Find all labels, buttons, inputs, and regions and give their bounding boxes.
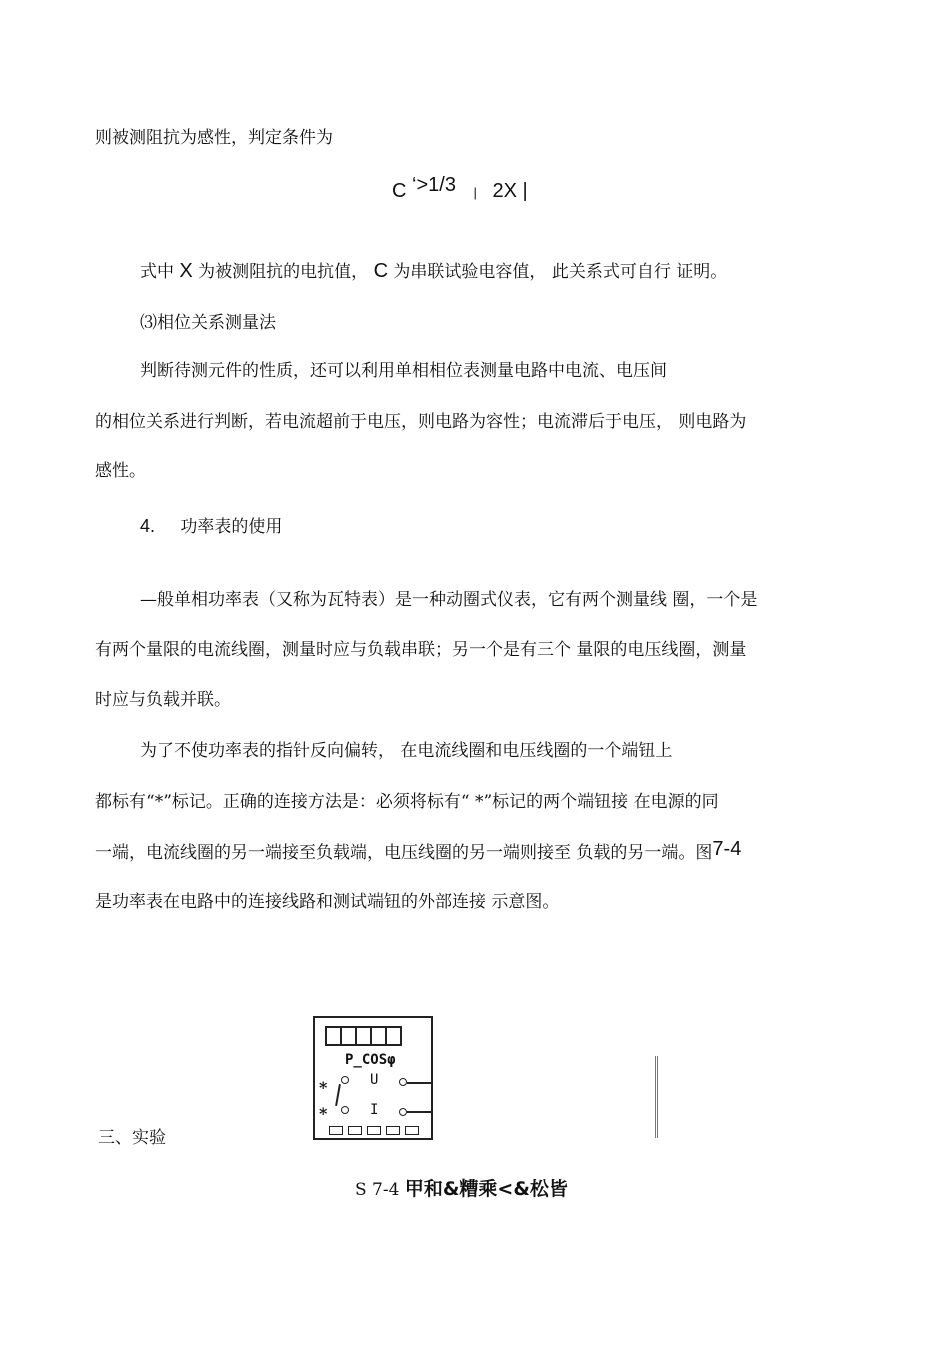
p2-b: 为被测阻抗的电抗值， [198, 262, 369, 282]
paragraph-1: 则被测阻抗为感性，判定条件为 [95, 128, 333, 148]
formula [392, 174, 528, 204]
lead-i [407, 1111, 431, 1113]
formula-c: C [392, 180, 407, 202]
heading-phase-method: ⑶相位关系测量法 [140, 313, 276, 333]
meter-display [325, 1026, 400, 1046]
formula-relation: ‘>1/3 [412, 174, 456, 196]
heading-title: 功率表的使用 [180, 517, 283, 537]
paragraph-5-line-3 [95, 838, 742, 864]
paragraph-4-line-3: 时应与负载并联。 [95, 690, 231, 710]
p2-d: 为串联试验电容值， 此关系式可自行 证明。 [393, 262, 728, 282]
p5-l3-text: 一端，电流线圈的另一端接至负载端，电压线圈的另一端则接至 负载的另一端。图 [95, 843, 713, 863]
star-mark-voltage: * [319, 1078, 328, 1097]
terminal [405, 1126, 419, 1135]
meter-label-u: U [370, 1072, 379, 1088]
terminal-strip [329, 1126, 424, 1135]
paragraph-4-line-1: —般单相功率表（又称为瓦特表）是一种动圈式仪表，它有两个测量线 圈，一个是 [140, 590, 758, 610]
lead-u [407, 1082, 431, 1084]
p2-a: 式中 [140, 262, 174, 282]
section-heading-experiment: 三、实验 [98, 1128, 166, 1148]
terminal-star-top [341, 1076, 349, 1084]
paragraph-3-line-3: 感性。 [95, 461, 146, 481]
terminal [386, 1126, 400, 1135]
figure-caption [355, 1178, 568, 1201]
paragraph-5-line-1: 为了不使功率表的指针反向偏转， 在电流线圈和电压线圈的一个端钮上 [140, 741, 673, 761]
paragraph-5-line-2: 都标有“*”标记。正确的连接方法是：必须将标有“ *”标记的两个端钮接 在电源的同 [95, 792, 719, 812]
paragraph-3-line-1: 判断待测元件的性质，还可以利用单相相位表测量电路中电流、电压间 [140, 361, 667, 381]
meter-label-p-cos: P_COSφ [345, 1052, 396, 1068]
caption-number: S 7-4 [355, 1180, 400, 1200]
terminal [348, 1126, 362, 1135]
p5-figure-ref: 7-4 [712, 838, 742, 860]
terminal [329, 1126, 343, 1135]
terminal [367, 1126, 381, 1135]
terminal-star-bottom [341, 1106, 349, 1114]
p2-x: X [179, 260, 193, 282]
paragraph-4-line-2: 有两个量限的电流线圈，测量时应与负载串联；另一个是有三个 量限的电压线圈，测量 [95, 640, 747, 660]
terminal-u [399, 1078, 407, 1086]
paragraph-2 [140, 260, 727, 283]
figure-divider-line [655, 1056, 658, 1138]
caption-title: 甲和&糟乘<&松皆 [404, 1178, 568, 1200]
formula-bar: | [473, 185, 477, 200]
formula-rhs: 2X | [492, 180, 528, 202]
coil-link [335, 1084, 340, 1106]
p2-c: C [373, 260, 389, 282]
paragraph-5-line-4: 是功率表在电路中的连接线路和测试端钮的外部连接 示意图。 [95, 892, 560, 912]
heading-wattmeter [140, 515, 282, 538]
heading-number: 4. [140, 516, 156, 536]
paragraph-3-line-2: 的相位关系进行判断，若电流超前于电压，则电路为容性；电流滞后于电压， 则电路为 [95, 412, 747, 432]
wattmeter-diagram [313, 1016, 433, 1140]
terminal-i [399, 1108, 407, 1116]
star-mark-current: * [319, 1104, 328, 1123]
display-cell [385, 1026, 402, 1046]
meter-label-i: I [370, 1102, 379, 1118]
